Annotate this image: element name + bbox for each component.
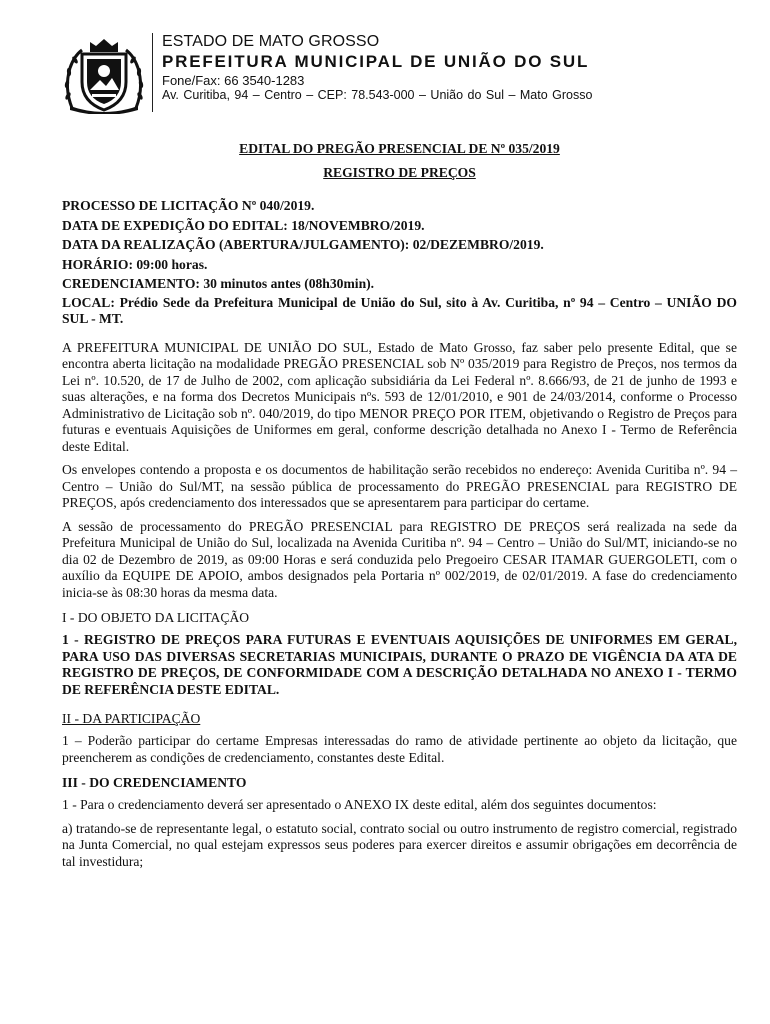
municipal-coat-of-arms-icon [62, 38, 146, 114]
section-participation-body: 1 – Poderão participar do certame Empresas interessadas do ramo de atividade pertinente ao objeto da licitação, que preencherem as condições de credenciamento, constantes deste Edital. [62, 733, 737, 765]
letterhead-phone: Fone/Fax: 66 3540-1283 [162, 73, 305, 88]
document-title: EDITAL DO PREGÃO PRESENCIAL DE Nº 035/2019 [239, 141, 560, 156]
section-accreditation-item: a) tratando-se de representante legal, o estatuto social, contrato social ou outro instrumento de registro comercial, registrado na Junta Comercial, no qual estejam expressos seus poderes para exercer direitos e assumir obrigações em decorrência de tal investidura; [62, 820, 737, 869]
meta-process-number: PROCESSO DE LICITAÇÃO Nº 040/2019. [62, 198, 315, 213]
meta-location: LOCAL: Prédio Sede da Prefeitura Municipal de União do Sul, sito à Av. Curitiba, nº 94 – Centro – UNIÃO DO SUL - MT. [62, 294, 737, 326]
letterhead-state: ESTADO DE MATO GROSSO [162, 33, 380, 50]
envelopes-paragraph: Os envelopes contendo a proposta e os documentos de habilitação serão recebidos no endereço: Avenida Curitiba nº. 94 – Centro – União do Sul/MT, na sessão pública de processamento do PREGÃO PRESENCIAL para REGISTRO DE PREÇOS, após credenciamento dos interessados que se apresentarem para participar do certame. [62, 462, 737, 510]
section-object-body: 1 - REGISTRO DE PREÇOS PARA FUTURAS E EVENTUAIS AQUISIÇÕES DE UNIFORMES EM GERAL, PARA USO DAS DIVERSAS SECRETARIAS MUNICIPAIS, DURANTE O PRAZO DE VIGÊNCIA DA ATA DE REGISTRO DE PREÇOS, DE CONFORMIDADE COM A DESCRIÇÃO DETALHADA NO ANEXO I - TERMO DE REFERÊNCIA DESTE EDITAL. [62, 632, 737, 697]
intro-paragraph: A PREFEITURA MUNICIPAL DE UNIÃO DO SUL, Estado de Mato Grosso, faz saber pelo presente Edital, que se encontra aberta licitação na modalidade PREGÃO PRESENCIAL sob Nº 035/2019 para Registro de Preços, nos termos da Lei nº. 10.520, de 17 de Julho de 2002, com aplicação subsidiária da Lei Federal nº. 8.666/93, de 21 de junho de 1993 e suas alterações, e na forma dos Decretos Municipais nºs. 593 de 12/01/2010, e 901 de 24/03/2014, conforme o Processo Administrativo de Licitação sob nº. 040/2019, do tipo MENOR PREÇO POR ITEM, objetivando o Registro de Preços para futuras e eventuais Aquisições de Uniformes em geral, conforme descrição detalhada no Anexo I - Termo de Referência deste Edital. [62, 339, 737, 454]
meta-accreditation: CREDENCIAMENTO: 30 minutos antes (08h30min). [62, 276, 375, 291]
letterhead [62, 30, 722, 114]
session-paragraph: A sessão de processamento do PREGÃO PRESENCIAL para REGISTRO DE PREÇOS será realizada na sede da Prefeitura Municipal de União do Sul, localizada na Avenida Curitiba nº. 94 – Centro – União do Sul/MT, iniciando-se no dia 02 de Dezembro de 2019, as 09:00 Horas e será conduzida pelo Pregoeiro CESAR ITAMAR GUERGOLETI, com o auxílio da EQUIPE DE APOIO, ambos designados pela Portaria nº 002/2019, de 02/01/2019. A fase do credenciamento inicia-se às 08:30 horas da mesma data. [62, 518, 737, 600]
letterhead-text [162, 32, 592, 103]
document-body [62, 140, 737, 877]
meta-issue-date: DATA DE EXPEDIÇÃO DO EDITAL: 18/NOVEMBRO/2019. [62, 217, 425, 233]
meta-opening-date: DATA DA REALIZAÇÃO (ABERTURA/JULGAMENTO): 02/DEZEMBRO/2019. [62, 237, 544, 252]
letterhead-municipality-name: PREFEITURA MUNICIPAL DE UNIÃO DO SUL [162, 52, 590, 71]
section-accreditation-heading: III - DO CREDENCIAMENTO [62, 775, 247, 790]
letterhead-address: Av. Curitiba, 94 – Centro – CEP: 78.543-000 – União do Sul – Mato Grosso [162, 88, 593, 102]
section-accreditation-item: 1 - Para o credenciamento deverá ser apresentado o ANEXO IX deste edital, além dos seguintes documentos: [62, 797, 657, 812]
document-subtitle: REGISTRO DE PREÇOS [323, 165, 476, 180]
meta-time: HORÁRIO: 09:00 horas. [62, 256, 208, 272]
section-participation-heading: II - DA PARTICIPAÇÃO [62, 711, 201, 726]
letterhead-divider [152, 33, 153, 112]
section-object-heading: I - DO OBJETO DA LICITAÇÃO [62, 610, 250, 625]
